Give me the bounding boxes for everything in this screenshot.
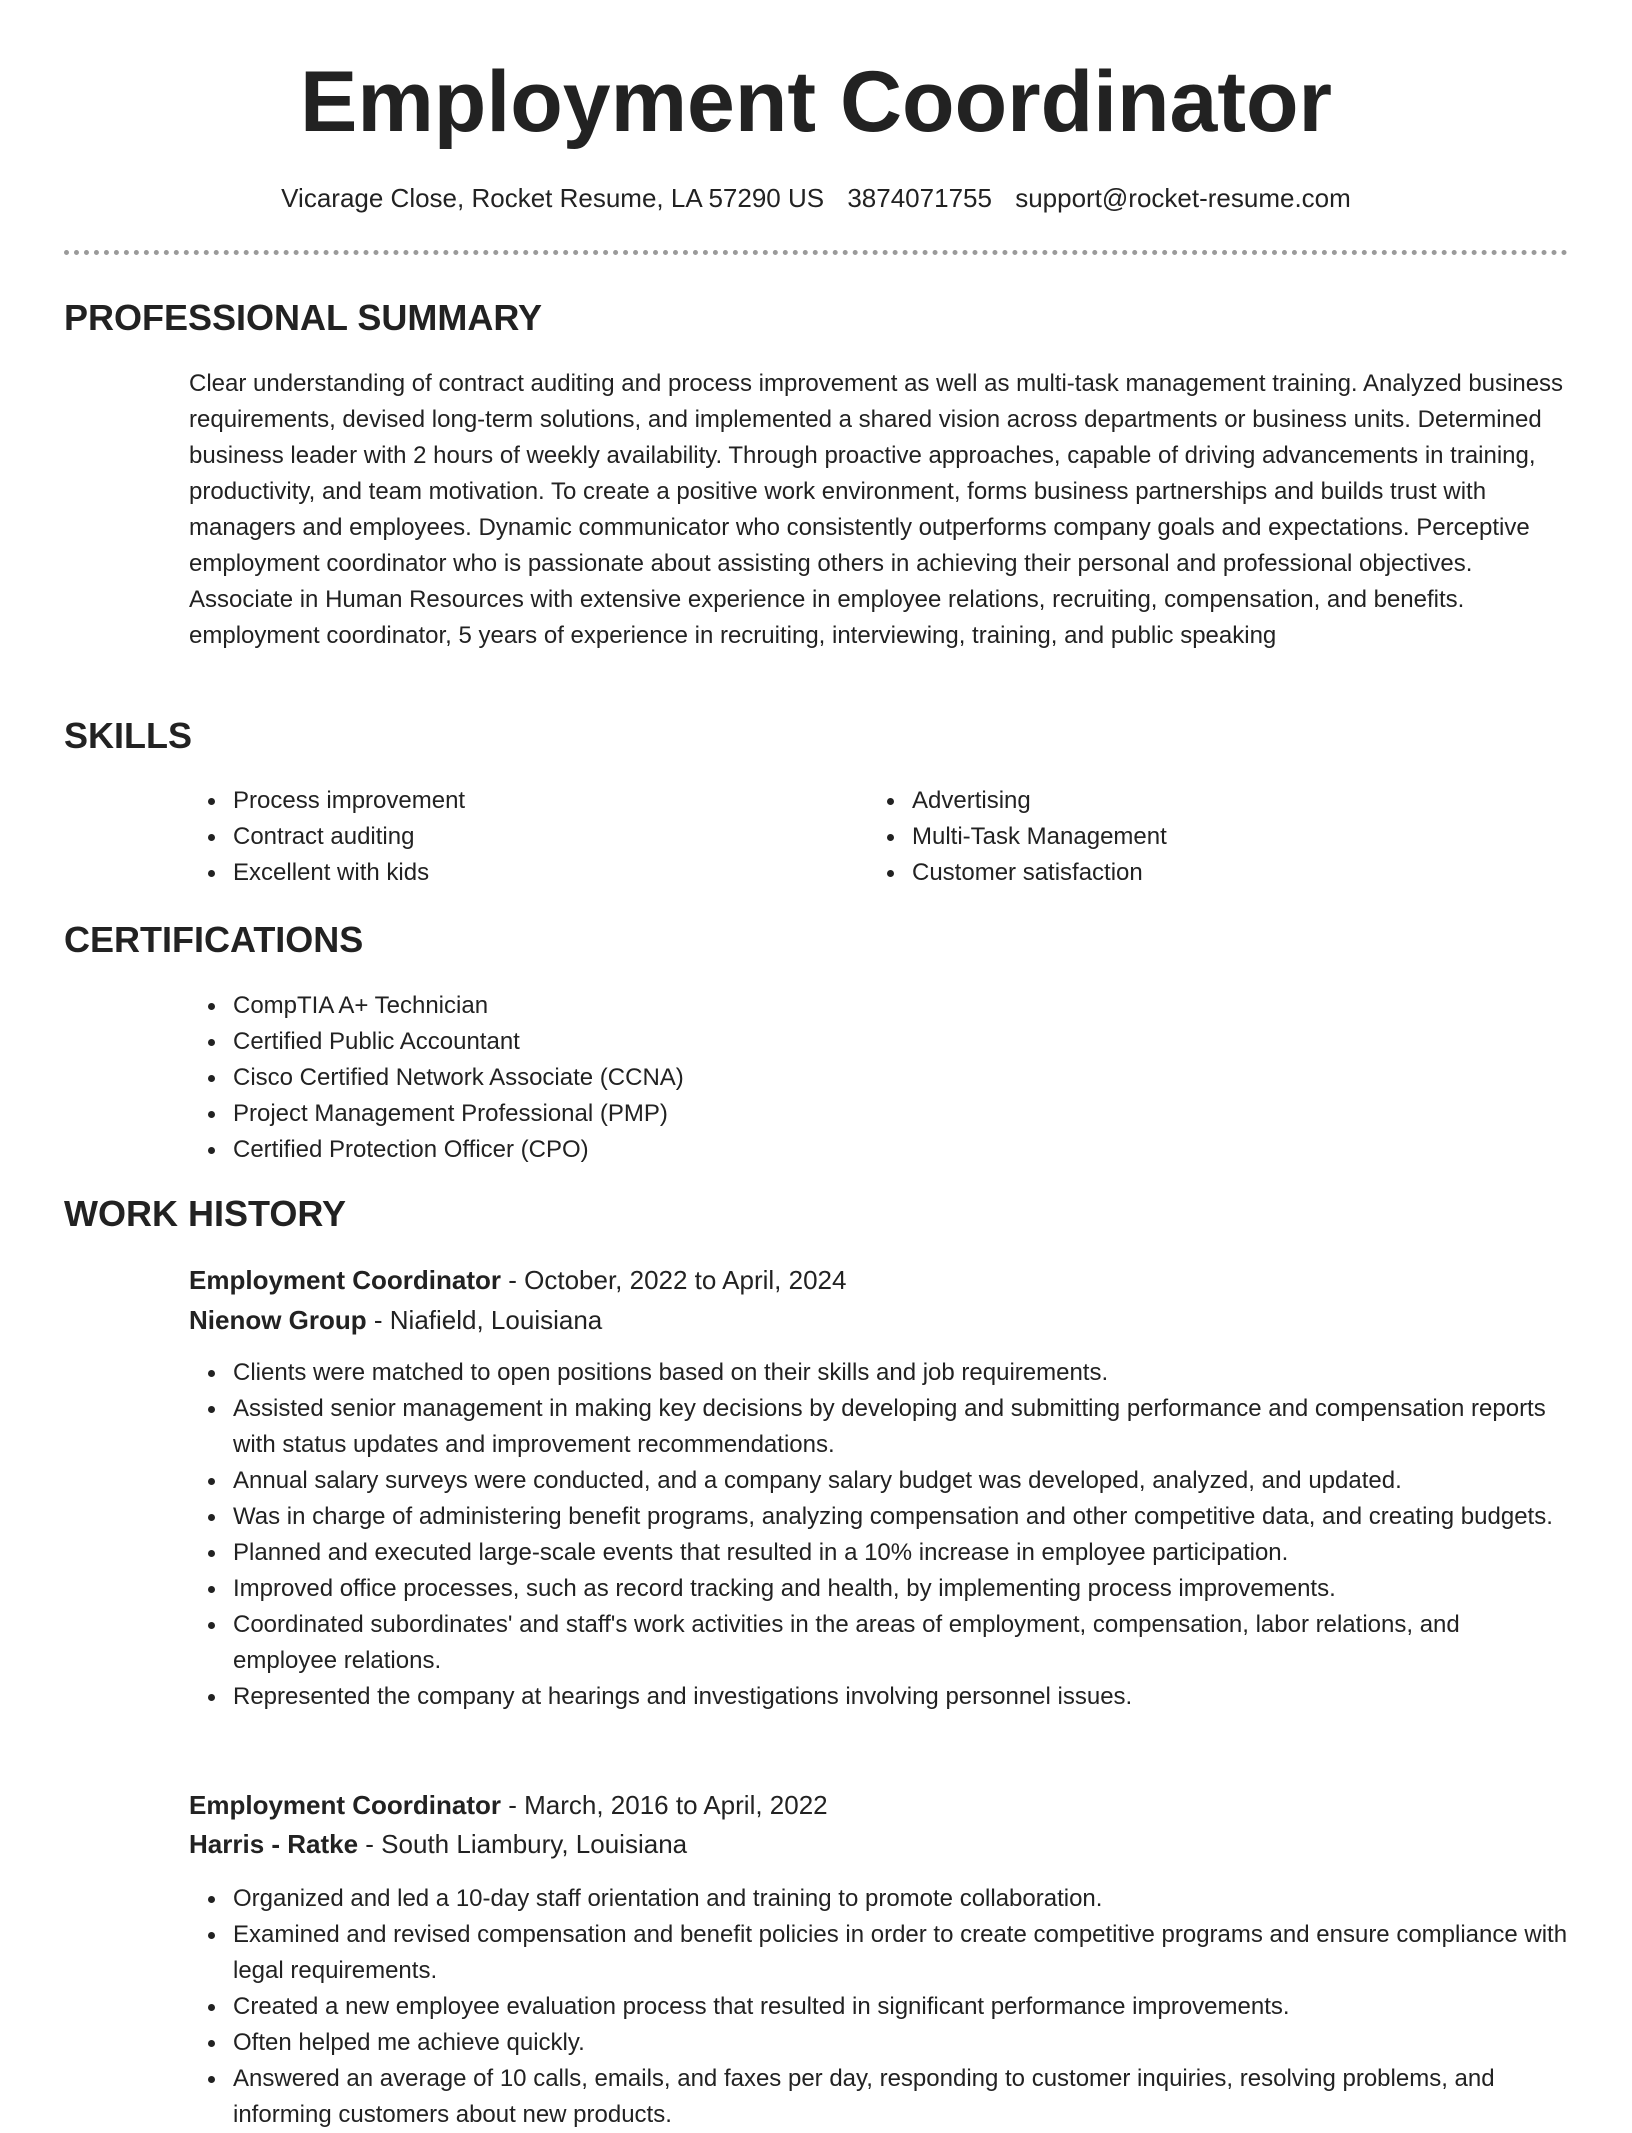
skills-list-left	[189, 783, 829, 891]
skill-item: Multi-Task Management	[868, 819, 1508, 855]
job-duty: Answered an average of 10 calls, emails, and faxes per day, responding to customer inquiries, resolving problems, and informing customers about new products.	[189, 2061, 1569, 2133]
summary-text: Clear understanding of contract auditing and process improvement as well as multi-task management training. Analyzed business requirements, devised long-term solutions, and implemented a shared vision across departments or business units. Determined business leader with 2 hours of weekly availability. Through proactive approaches, capable of driving advancements in training, productivity, and team motivation. To create a positive work environment, forms business partnerships and builds trust with managers and employees. Dynamic communicator who consistently outperforms company goals and expectations. Perceptive employment coordinator who is passionate about assisting others in achieving their personal and professional objectives. Associate in Human Resources with extensive experience in employee relations, recruiting, compensation, and benefits. employment coordinator, 5 years of experience in recruiting, interviewing, training, and public speaking	[189, 370, 1564, 649]
job-location: - South Liambury, Louisiana	[358, 1829, 688, 1859]
job-company-line	[189, 1826, 687, 1862]
skill-item: Customer satisfaction	[868, 855, 1508, 891]
job-title: Employment Coordinator	[189, 1265, 502, 1295]
job-title: Employment Coordinator	[189, 1790, 502, 1820]
job-company: Nienow Group	[189, 1305, 367, 1335]
certification-item: Certified Protection Officer (CPO)	[189, 1132, 1569, 1168]
skill-item: Process improvement	[189, 783, 829, 819]
skill-item: Excellent with kids	[189, 855, 829, 891]
summary-heading: PROFESSIONAL SUMMARY	[64, 297, 543, 338]
job-duty: Often helped me achieve quickly.	[189, 2025, 1569, 2061]
job-duty: Represented the company at hearings and investigations involving personnel issues.	[189, 1679, 1569, 1715]
job-title-line	[189, 1262, 846, 1298]
job-duty: Improved office processes, such as record tracking and health, by implementing process improvements.	[189, 1571, 1569, 1607]
job-dates: - March, 2016 to April, 2022	[501, 1790, 828, 1820]
resume-name-heading: Employment Coordinator	[299, 54, 1333, 150]
contact-address: Vicarage Close, Rocket Resume, LA 57290 US	[281, 183, 825, 213]
job-duty: Annual salary surveys were conducted, and a company salary budget was developed, analyzed, and updated.	[189, 1463, 1569, 1499]
certification-item: CompTIA A+ Technician	[189, 988, 1569, 1024]
job-title-line	[189, 1787, 828, 1823]
certification-item: Project Management Professional (PMP)	[189, 1096, 1569, 1132]
job-duty: Was in charge of administering benefit programs, analyzing compensation and other competitive data, and creating budgets.	[189, 1499, 1569, 1535]
job-company-line	[189, 1302, 602, 1338]
skills-list-right	[868, 783, 1508, 891]
job-dates: - October, 2022 to April, 2024	[501, 1265, 847, 1295]
certifications-heading: CERTIFICATIONS	[64, 919, 364, 960]
skills-heading: SKILLS	[64, 715, 193, 756]
job-duty: Created a new employee evaluation process that resulted in significant performance improvements.	[189, 1989, 1569, 2025]
certification-item: Cisco Certified Network Associate (CCNA)	[189, 1060, 1569, 1096]
job-company: Harris - Ratke	[189, 1829, 359, 1859]
contact-phone: 3874071755	[847, 183, 992, 213]
job-duties-list	[189, 1355, 1569, 1715]
skill-item: Advertising	[868, 783, 1508, 819]
contact-line	[0, 180, 1632, 216]
job-duties-list	[189, 1881, 1569, 2133]
job-duty: Assisted senior management in making key decisions by developing and submitting performance and compensation reports with status updates and improvement recommendations.	[189, 1391, 1569, 1463]
job-duty: Examined and revised compensation and benefit policies in order to create competitive programs and ensure compliance with legal requirements.	[189, 1917, 1569, 1989]
skill-item: Contract auditing	[189, 819, 829, 855]
certification-item: Certified Public Accountant	[189, 1024, 1569, 1060]
job-duty: Planned and executed large-scale events that resulted in a 10% increase in employee participation.	[189, 1535, 1569, 1571]
certifications-list	[189, 988, 1569, 1168]
contact-email: support@rocket-resume.com	[1015, 183, 1351, 213]
job-duty: Clients were matched to open positions based on their skills and job requirements.	[189, 1355, 1569, 1391]
job-duty: Organized and led a 10-day staff orientation and training to promote collaboration.	[189, 1881, 1569, 1917]
header-divider	[64, 250, 1568, 255]
work-history-heading: WORK HISTORY	[64, 1193, 347, 1234]
job-duty: Coordinated subordinates' and staff's work activities in the areas of employment, compensation, labor relations, and employee relations.	[189, 1607, 1569, 1679]
job-location: - Niafield, Louisiana	[366, 1305, 603, 1335]
